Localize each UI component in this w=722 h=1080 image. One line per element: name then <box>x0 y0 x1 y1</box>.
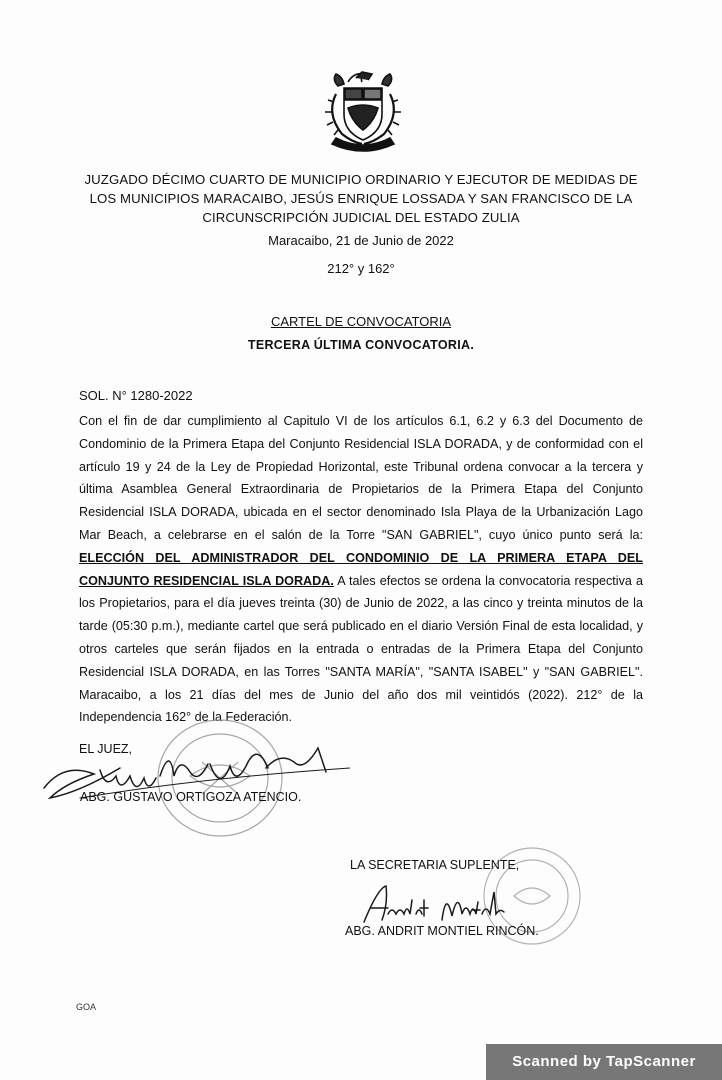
years-reference: 212° y 162° <box>327 261 395 276</box>
coat-of-arms-emblem <box>318 68 408 154</box>
court-header-line-3: CIRCUNSCRIPCIÓN JUDICIAL DEL ESTADO ZULIA <box>202 210 520 225</box>
judge-label: EL JUEZ, <box>79 742 133 756</box>
body-paragraph <box>79 410 643 729</box>
secretary-label: LA SECRETARIA SUPLENTE, <box>350 858 520 872</box>
body-text-part-2: A tales efectos se ordena la convocatoria respectiva a los Propietarios, para el día jueves treinta (30) de Junio de 2022, a las cinco y treinta minutos de la tarde (05:30 p.m.), mediante cartel que será publicado en el diario Versión Final de esta localidad, y otros carteles que serán fijados en la entrada o entradas de la Primera Etapa del Conjunto Residencial ISLA DORADA, en las Torres "SANTA MARÍA", "SANTA ISABEL" y "SAN GABRIEL". Maracaibo, a los 21 días del mes de Junio del año dos mil veintidós (2022). 212° de la Independencia 162° de la Federación. <box>79 573 643 725</box>
sol-number: SOL. N° 1280-2022 <box>79 388 193 403</box>
secretary-name: ABG. ANDRIT MONTIEL RINCÓN. <box>345 924 539 938</box>
place-date: Maracaibo, 21 de Junio de 2022 <box>268 233 454 248</box>
court-header-line-2: LOS MUNICIPIOS MARACAIBO, JESÚS ENRIQUE LOSSADA Y SAN FRANCISCO DE LA <box>89 191 633 206</box>
document-initials: GOA <box>76 1002 97 1012</box>
scanner-watermark: Scanned by TapScanner <box>486 1044 722 1080</box>
body-text-part-1: Con el fin de dar cumplimiento al Capitulo VI de los artículos 6.1, 6.2 y 6.3 del Documento de Condominio de la Primera Etapa del Conjunto Residencial ISLA DORADA, y de conformidad con el artículo 19 y 24 de la Ley de Propiedad Horizontal, este Tribunal ordena convocar a la tercera y última Asamblea General Extraordinaria de Propietarios de la Primera Etapa del Conjunto Residencial ISLA DORADA, ubicada en el sector denominado Isla Playa de la Urbanización Lago Mar Beach, a celebrarse en el salón de la Torre "SAN GABRIEL", cuyo único punto será la: <box>79 414 643 542</box>
body-text-bold: ELECCIÓN DEL ADMINISTRADOR DEL CONDOMINIO DE LA PRIMERA ETAPA DEL CONJUNTO RESIDENCIAL ISLA DORADA. <box>79 550 643 588</box>
secretary-signature <box>358 880 528 928</box>
document-title: CARTEL DE CONVOCATORIA <box>270 314 452 329</box>
judge-name: ABG. GUSTAVO ORTIGOZA ATENCIO. <box>80 790 302 804</box>
court-header <box>0 170 722 227</box>
document-subtitle: TERCERA ÚLTIMA CONVOCATORIA. <box>247 338 475 352</box>
court-header-line-1: JUZGADO DÉCIMO CUARTO DE MUNICIPIO ORDINARIO Y EJECUTOR DE MEDIDAS DE <box>84 172 638 187</box>
